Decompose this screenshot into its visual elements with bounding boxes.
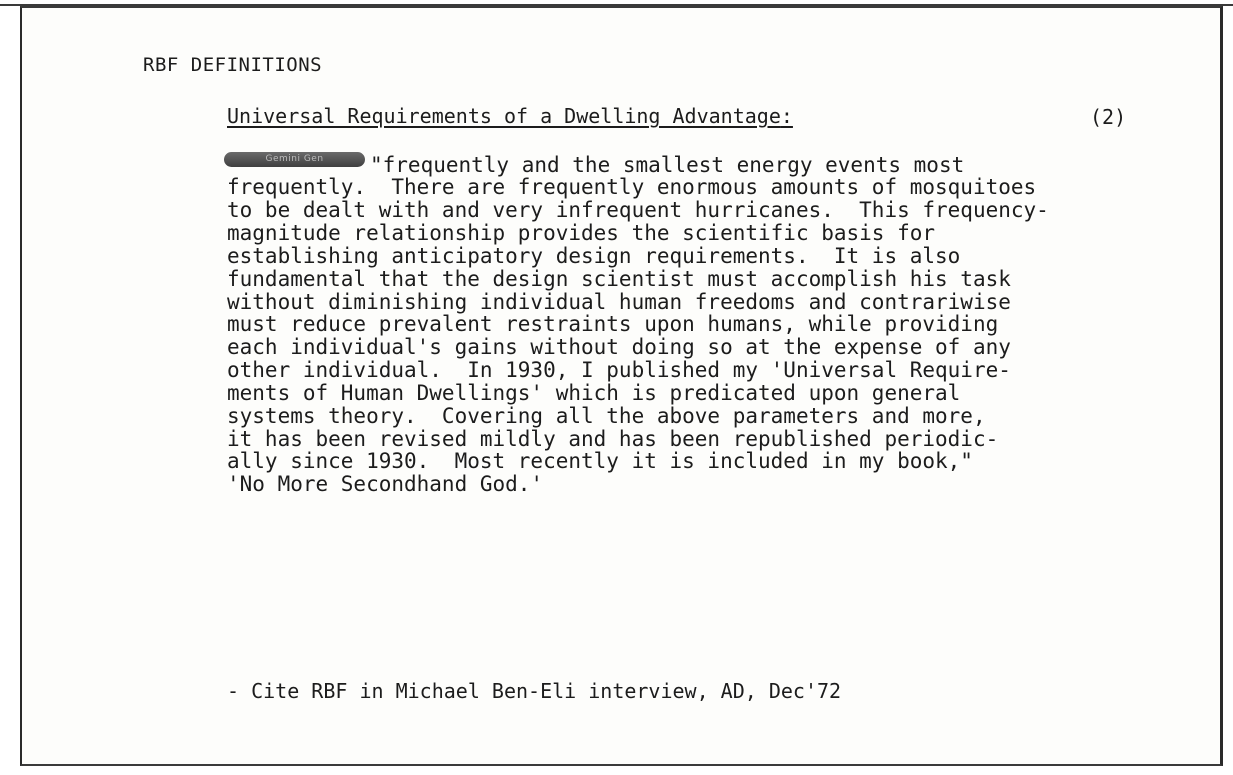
body-line-11: ments of Human Dwellings' which is predicated upon general — [227, 381, 961, 405]
body-line-15: 'No More Secondhand God.' — [227, 472, 544, 496]
citation: - Cite RBF in Michael Ben-Eli interview, AD, Dec'72 — [227, 679, 842, 703]
document-heading: RBF DEFINITIONS — [143, 54, 323, 76]
redaction-bar: Gemini Gen — [224, 152, 365, 167]
body-line-8: must reduce prevalent restraints upon humans, while providing — [227, 312, 999, 336]
body-line-5: establishing anticipatory design requirements. It is also — [227, 244, 961, 268]
page-number: (2) — [1090, 105, 1127, 129]
body-line-4: magnitude relationship provides the scientific basis for — [227, 221, 936, 245]
body-line-2: frequently. There are frequently enormous amounts of mosquitoes — [227, 175, 1037, 199]
body-line-14: ally since 1930. Most recently it is included in my book," — [227, 449, 973, 473]
body-line-13: it has been revised mildly and has been republished periodic- — [227, 427, 999, 451]
body-line-10: other individual. In 1930, I published my 'Universal Require- — [227, 358, 1011, 382]
body-line-7: without diminishing individual human freedoms and contrariwise — [227, 290, 1011, 314]
body-line-6: fundamental that the design scientist must accomplish his task — [227, 267, 1011, 291]
section-title-colon: : — [780, 104, 793, 128]
section-title-text: Universal Requirements of a Dwelling Advantage — [227, 104, 781, 128]
body-line-1: "frequently and the smallest energy events most — [370, 153, 965, 177]
section-title — [227, 104, 793, 128]
body-line-3: to be dealt with and very infrequent hurricanes. This frequency- — [227, 198, 1049, 222]
body-line-9: each individual's gains without doing so at the expense of any — [227, 335, 1011, 359]
body-line-12: systems theory. Covering all the above parameters and more, — [227, 404, 986, 428]
